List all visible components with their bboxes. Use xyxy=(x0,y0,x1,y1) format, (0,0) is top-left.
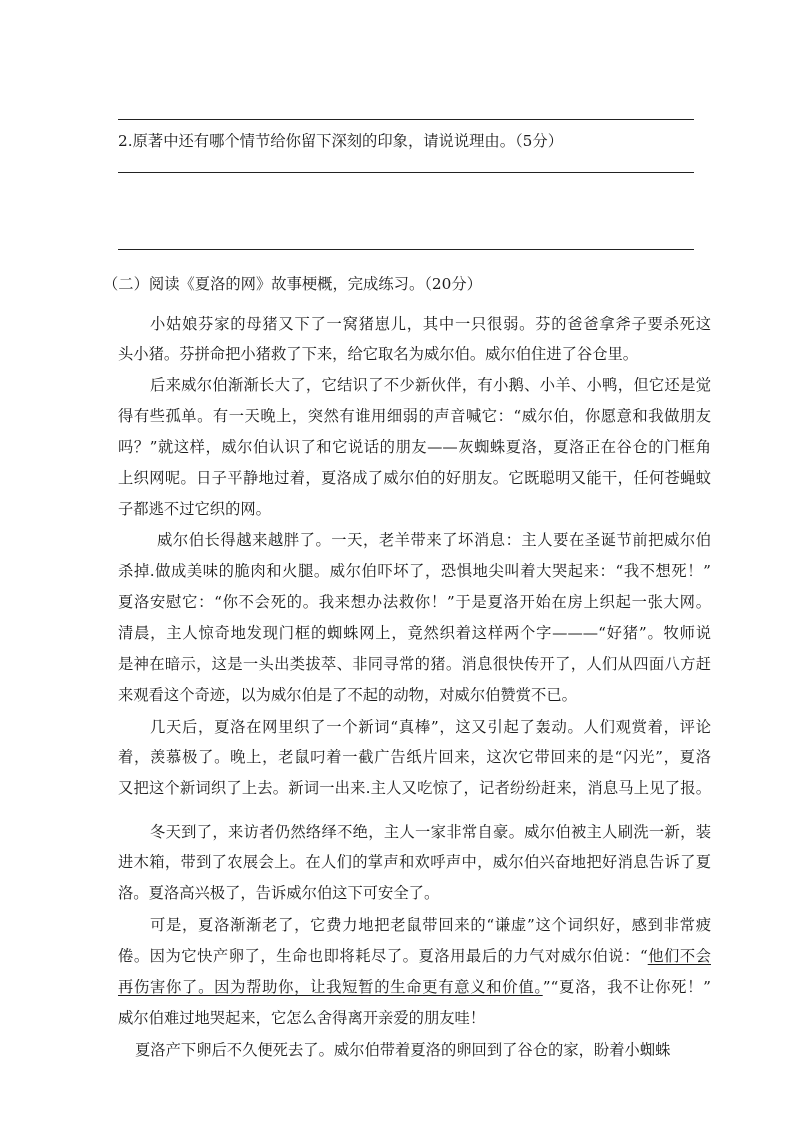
section-heading: （二）阅读《夏洛的网》故事梗概，完成练习。（20分） xyxy=(103,275,482,293)
text-segment: 倦。因为它快产卵了，生命也即将耗尽了。夏洛用最后的力气对威尔伯说：“ xyxy=(118,947,648,965)
text-line: 头小猪。芬拼命把小猪救了下来，给它取名为威尔伯。威尔伯住进了谷仓里。 xyxy=(118,345,639,363)
text-line: 来观看这个奇迹，以为威尔伯是了不起的动物，对威尔伯赞赏不已。 xyxy=(118,686,577,704)
answer-line xyxy=(118,172,694,173)
text-line: 可是，夏洛渐渐老了，它费力地把老鼠带回来的“谦虚”这个词织好，感到非常疲 xyxy=(150,916,711,934)
text-line: 冬天到了，来访者仍然络绎不绝，主人一家非常自豪。威尔伯被主人刷洗一新，装 xyxy=(150,823,711,841)
text-line: 清晨，主人惊奇地发现门框的蜘蛛网上，竟然织着这样两个字———“好猪”。牧师说 xyxy=(118,624,711,642)
text-line: 洛。夏洛高兴极了，告诉威尔伯这下可安全了。 xyxy=(118,884,440,902)
text-line: 小姑娘芬家的母猪又下了一窝猪崽儿，其中一只很弱。芬的爸爸拿斧子要杀死这 xyxy=(150,315,711,333)
underlined-sentence: 他们不会 xyxy=(647,947,711,965)
question-2: 2.原著中还有哪个情节给你留下深刻的印象，请说说理由。（5分） xyxy=(118,132,563,150)
text-line: 威尔伯难过地哭起来，它怎么舍得离开亲爱的朋友哇！ xyxy=(118,1009,486,1027)
text-line: 是神在暗示，这是一头出类拔萃、非同寻常的猪。消息很快传开了，人们从四面八方赶 xyxy=(118,655,711,673)
text-line xyxy=(118,977,711,997)
text-line: 进木箱，带到了农展会上。在人们的掌声和欢呼声中，威尔伯兴奋地把好消息告诉了夏 xyxy=(118,853,711,871)
text-line: 夏洛产下卵后不久便死去了。威尔伯带着夏洛的卵回到了谷仓的家，盼着小蜘蛛 xyxy=(135,1041,671,1059)
text-line: 子都逃不过它织的网。 xyxy=(118,500,271,518)
text-line: 得有些孤单。有一天晚上，突然有谁用细弱的声音喊它：“威尔伯，你愿意和我做朋友 xyxy=(118,407,711,425)
text-line: 威尔伯长得越来越胖了。一天，老羊带来了坏消息：主人要在圣诞节前把威尔伯 xyxy=(157,531,711,549)
text-line: 夏洛安慰它：“你不会死的。我来想办法救你！”于是夏洛开始在房上织起一张大网。 xyxy=(118,593,711,611)
underlined-sentence: 再伤害你了。因为帮助你，让我短暂的生命更有意义和价值。 xyxy=(118,978,543,996)
text-line: 吗？”就这样，威尔伯认识了和它说话的朋友——灰蜘蛛夏洛，夏洛正在谷仓的门框角 xyxy=(118,438,711,456)
text-line: 上织网呢。日子平静地过着，夏洛成了威尔伯的好朋友。它既聪明又能干，任何苍蝇蚊 xyxy=(118,469,711,487)
answer-line xyxy=(118,249,694,250)
text-line: 后来威尔伯渐渐长大了，它结识了不少新伙伴，有小鹅、小羊、小鸭，但它还是觉 xyxy=(150,376,711,394)
text-segment: ”“夏洛，我不让你死！” xyxy=(542,978,711,996)
text-line: 杀掉.做成美味的脆肉和火腿。威尔伯吓坏了，恐惧地尖叫着大哭起来：“我不想死！” xyxy=(118,562,711,580)
text-line: 几天后，夏洛在网里织了一个新词“真棒”，这又引起了轰动。人们观赏着，评论 xyxy=(150,718,711,736)
text-line: 又把这个新词织了上去。新词一出来.主人又吃惊了，记者纷纷赶来，消息马上见了报。 xyxy=(118,779,711,797)
answer-line xyxy=(118,119,694,120)
text-line: 着，羡慕极了。晚上，老鼠叼着一截广告纸片回来，这次它带回来的是“闪光”，夏洛 xyxy=(118,748,711,766)
text-line xyxy=(118,946,711,966)
